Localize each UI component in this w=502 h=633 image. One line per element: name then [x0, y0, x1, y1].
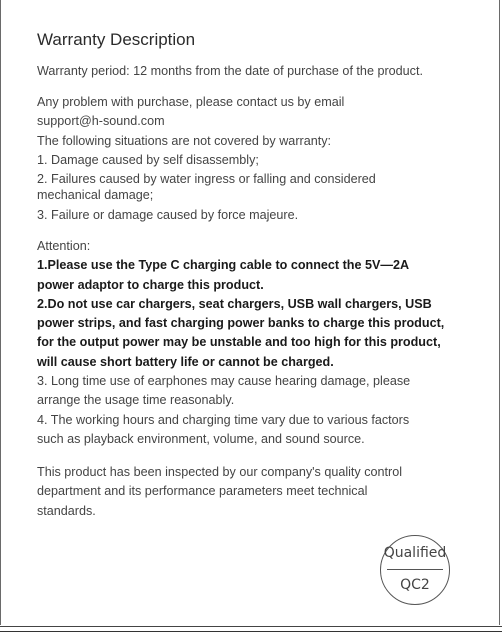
attention-item-2-line-4: will cause short battery life or cannot be charged. — [37, 354, 334, 369]
bottom-border-line — [0, 626, 502, 627]
attention-item-1-line-1: 1.Please use the Type C charging cable to connect the 5V—2A — [37, 258, 410, 273]
attention-item-3-line-2: arrange the usage time reasonably. — [37, 393, 235, 408]
stamp-qc-code: QC2 — [400, 577, 430, 593]
not-covered-intro: The following situations are not covered by warranty: — [37, 133, 332, 148]
inspection-line-3: standards. — [37, 503, 96, 518]
not-covered-item-1: 1. Damage caused by self disassembly; — [37, 152, 259, 167]
stamp-divider — [387, 569, 443, 570]
attention-item-2-line-3: for the output power may be unstable and too high for this product, — [37, 335, 441, 350]
not-covered-item-2-line-1: 2. Failures caused by water ingress or falling and considered — [37, 172, 376, 187]
contact-and-coverage-paragraph — [37, 93, 477, 225]
warranty-period-paragraph — [37, 62, 477, 81]
stamp-qualified-text: Qualified — [383, 545, 447, 561]
warranty-period-text: Warranty period: 12 months from the date of purchase of the product. — [37, 64, 423, 78]
inspection-line-2: department and its performance parameters meet technical — [37, 484, 368, 499]
attention-item-4-line-1: 4. The working hours and charging time vary due to various factors — [37, 412, 410, 427]
not-covered-item-2-line-2: mechanical damage; — [37, 188, 154, 203]
contact-text: Any problem with purchase, please contact us by email — [37, 95, 345, 109]
page-title: Warranty Description — [37, 30, 196, 49]
bottom-border-line-lower — [0, 631, 502, 632]
not-covered-item-3: 3. Failure or damage caused by force majeure. — [37, 207, 299, 222]
inspection-paragraph — [37, 463, 477, 521]
inspection-line-1: This product has been inspected by our company's quality control — [37, 465, 403, 479]
attention-item-4-line-2: such as playback environment, volume, and sound source. — [37, 431, 365, 446]
attention-item-2-line-1: 2.Do not use car chargers, seat chargers, USB wall chargers, USB — [37, 296, 432, 311]
qualified-stamp — [380, 535, 450, 605]
attention-item-2-line-2: power strips, and fast charging power banks to charge this product, — [37, 316, 445, 331]
attention-heading: Attention: — [37, 239, 91, 253]
contact-email: support@h-sound.com — [37, 114, 165, 129]
attention-item-3-line-1: 3. Long time use of earphones may cause hearing damage, please — [37, 374, 411, 389]
attention-item-1-line-2: power adaptor to charge this product. — [37, 277, 264, 292]
attention-section — [37, 237, 477, 449]
